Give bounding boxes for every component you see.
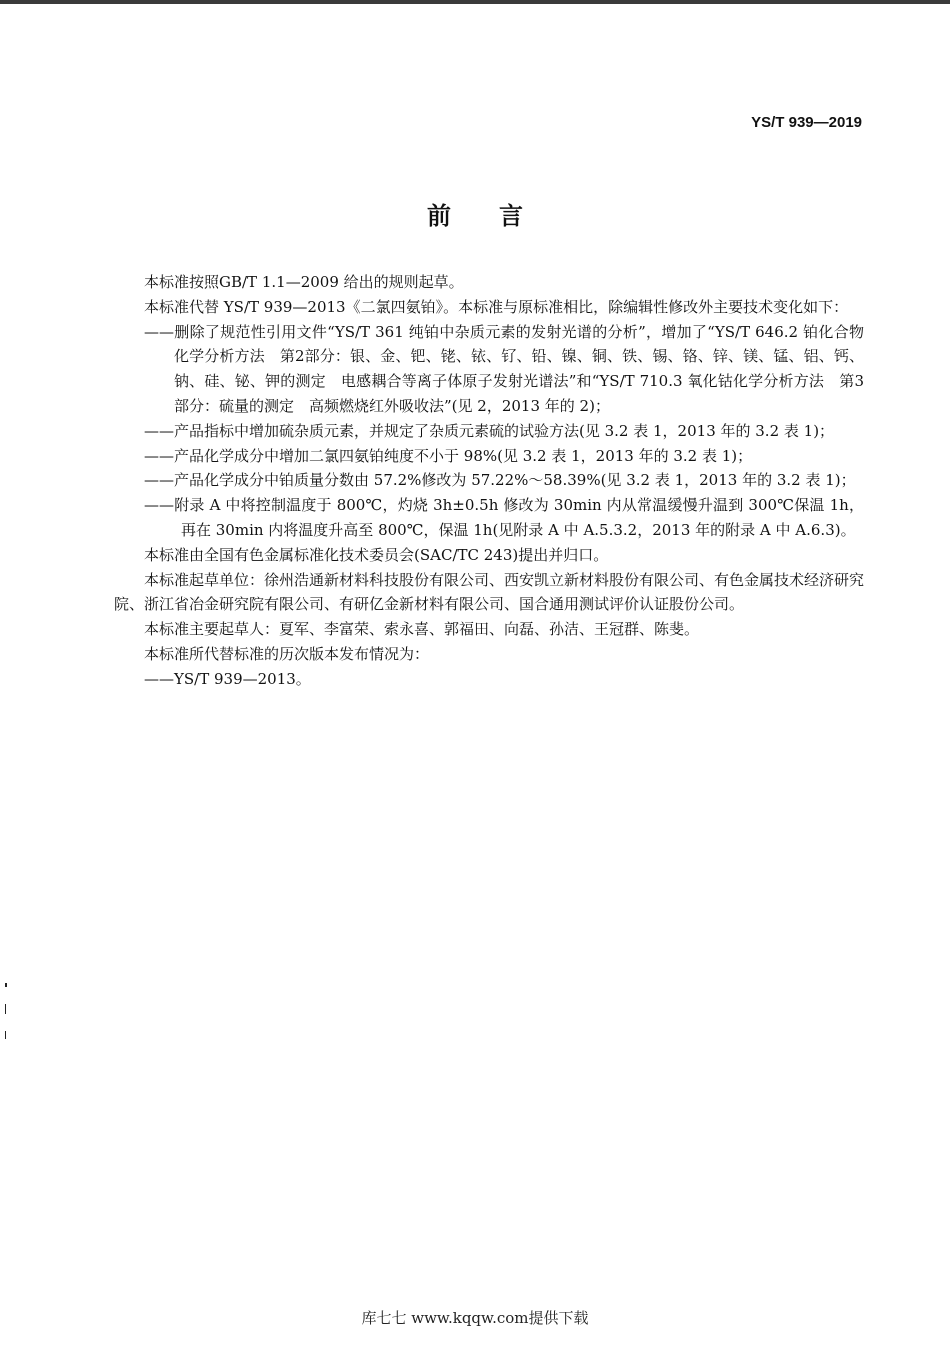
change-item: ——产品指标中增加硫杂质元素，并规定了杂质元素硫的试验方法(见 3.2 表 1，2013 年的 3.2 表 1)； (144, 421, 835, 440)
page-title: 前言 (427, 202, 571, 230)
scan-top-border (0, 0, 950, 4)
scan-edge-mark (5, 1031, 6, 1039)
paragraph-proposer: 本标准由全国有色金属标准化技术委员会(SAC/TC 243)提出并归口。 (144, 545, 609, 564)
scan-edge-mark (5, 1004, 6, 1014)
foreword-body (114, 270, 864, 692)
download-watermark: 库七七 www.kqqw.com提供下载 (361, 1309, 589, 1327)
paragraph-replacement: 本标准代替 YS/T 939—2013《二氯四氨铂》。本标准与原标准相比，除编辑性修改外主要技术变化如下： (144, 297, 849, 316)
paragraph-drafting-rules: 本标准按照GB/T 1.1—2009 给出的规则起草。 (144, 273, 464, 291)
scan-edge-mark (5, 983, 7, 987)
change-item: ——删除了规范性引用文件“YS/T 361 纯铂中杂质元素的发射光谱的分析”，增加了“YS/T 646.2 铂化合物化学分析方法 第2部分：银、金、钯、铑、铱、钌、铅、镍、铜、铁、锡、铬、锌、镁、锰、铝、钙、钠、硅、铋、钾的测定 电感耦合等离子体原子发射光谱法”和“YS/T 710.3 氧化钴化学分析方法 第3部分：硫量的测定 高频燃烧红外吸收法”(见 2，2013 年的 2)； (144, 322, 864, 415)
change-item: ——产品化学成分中增加二氯四氨铂纯度不小于 98%(见 3.2 表 1，2013 年的 3.2 表 1)； (144, 446, 753, 465)
change-item: ——附录 A 中将控制温度于 800℃，灼烧 3h±0.5h 修改为 30min 内从常温缓慢升温到 300℃保温 1h，再在 30min 内将温度升高至 800℃，保温 1h(见附录 A 中 A.5.3.2，2013 年的附录 A 中 A.6.3)。 (144, 496, 864, 539)
paragraph-history-intro: 本标准所代替标准的历次版本发布情况为： (144, 644, 430, 663)
change-item: ——产品化学成分中铂质量分数由 57.2%修改为 57.22%～58.39%(见 3.2 表 1，2013 年的 3.2 表 1)； (144, 471, 856, 490)
standard-code: YS/T 939—2019 (751, 114, 862, 131)
paragraph-drafters: 本标准主要起草人：夏军、李富荣、索永喜、郭福田、向磊、孙洁、王冠群、陈斐。 (144, 620, 700, 639)
history-item: ——YS/T 939—2013。 (144, 669, 311, 688)
paragraph-drafting-units: 本标准起草单位：徐州浩通新材料科技股份有限公司、西安凯立新材料股份有限公司、有色金属技术经济研究院、浙江省冶金研究院有限公司、有研亿金新材料有限公司、国合通用测试评价认证股份公司。 (114, 570, 865, 614)
